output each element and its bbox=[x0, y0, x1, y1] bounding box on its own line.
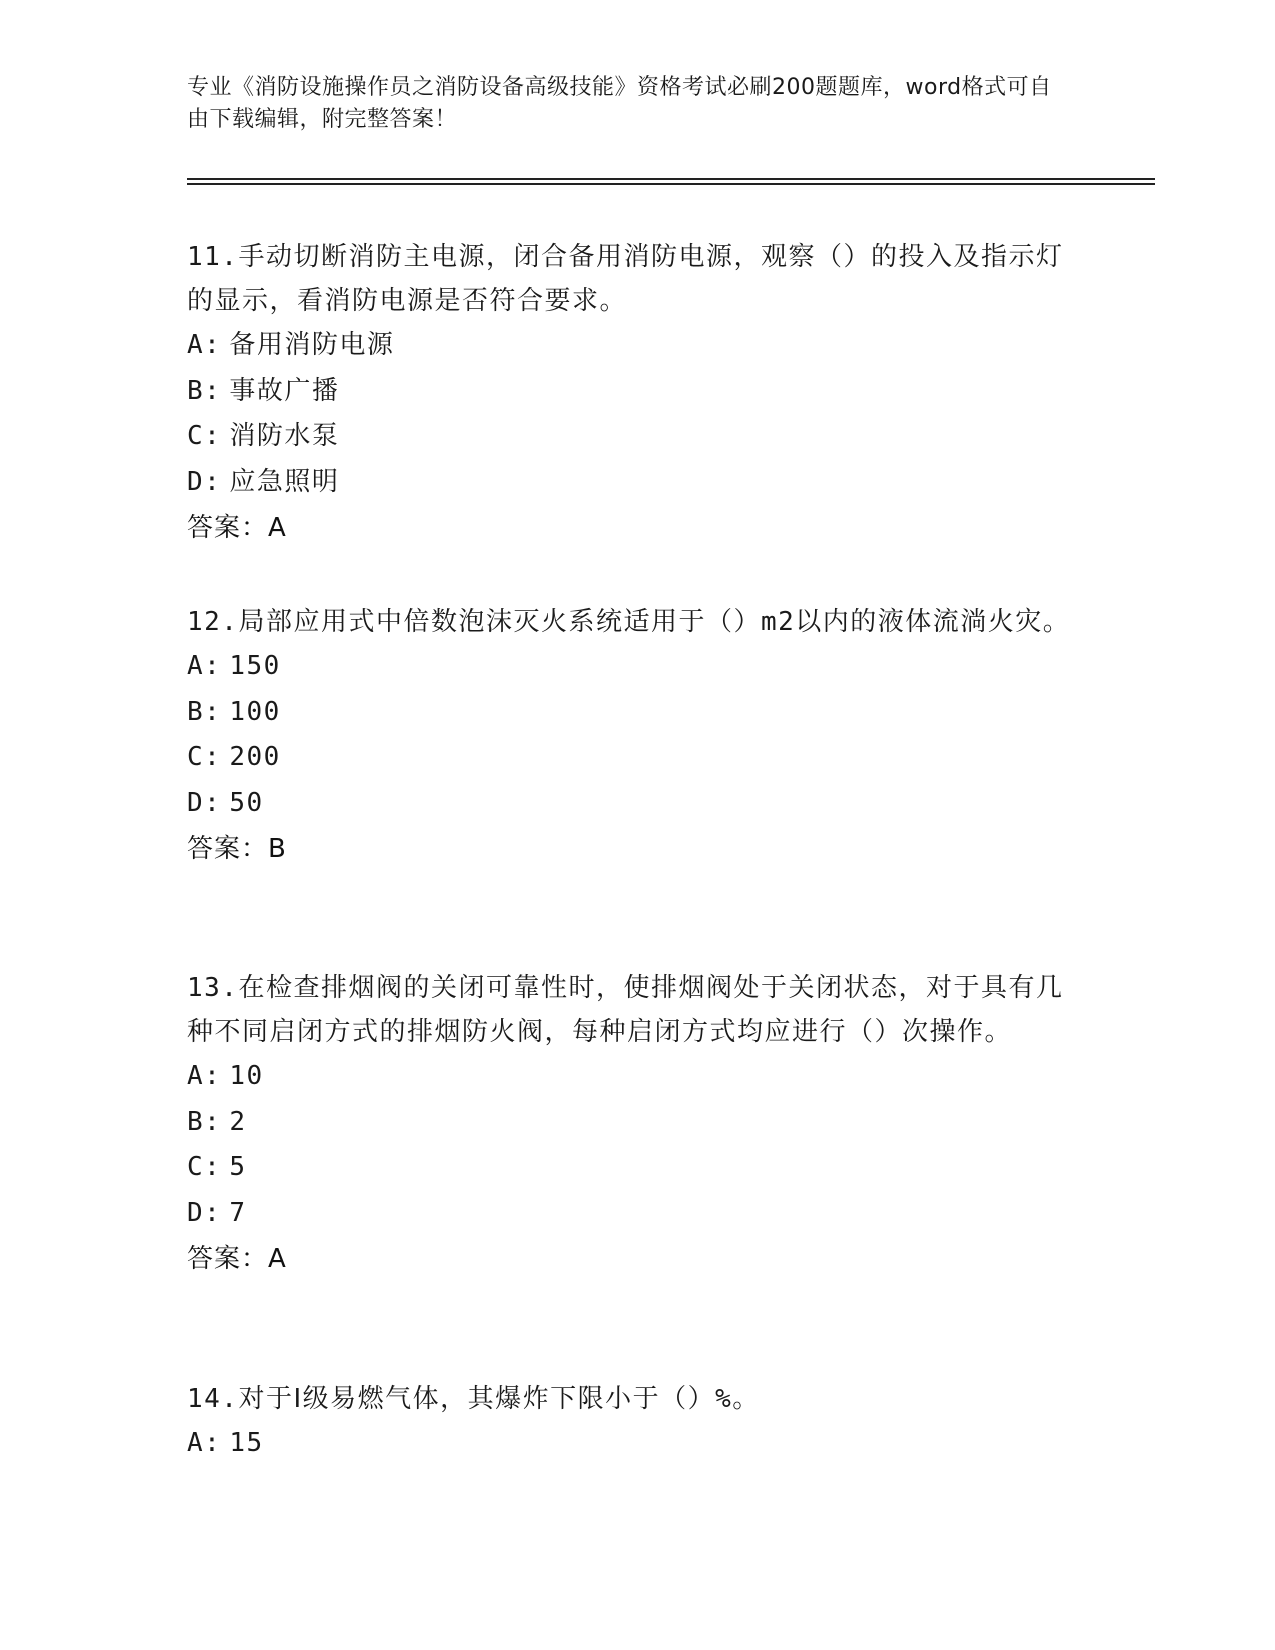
option-text: 15 bbox=[229, 1428, 264, 1458]
option-a: A: 备用消防电源 bbox=[187, 323, 1087, 369]
option-text: 200 bbox=[229, 742, 281, 772]
document-header: 专业《消防设施操作员之消防设备高级技能》资格考试必刷200题题库，word格式可自由下载编辑，附完整答案！ bbox=[187, 75, 1052, 132]
option-a: A: 15 bbox=[187, 1421, 1087, 1467]
option-text: 100 bbox=[229, 696, 281, 727]
header-rule-bottom bbox=[187, 183, 1155, 185]
option-text: 事故广播 bbox=[229, 375, 340, 406]
question-stem: 13.在检查排烟阀的关闭可靠性时，使排烟阀处于关闭状态，对于具有几种不同启闭方式的排烟防火阀，每种启闭方式均应进行（）次操作。 bbox=[187, 973, 1064, 1047]
option-d: D: 50 bbox=[187, 781, 1087, 827]
option-text: 应急照明 bbox=[229, 466, 340, 497]
option-letter: D bbox=[187, 466, 205, 497]
option-letter: C bbox=[187, 1152, 205, 1182]
question-11 bbox=[187, 235, 1087, 551]
option-letter: B bbox=[187, 1106, 205, 1137]
option-text: 备用消防电源 bbox=[229, 330, 395, 360]
option-c: C: 200 bbox=[187, 735, 1087, 781]
answer: 答案：B bbox=[187, 834, 287, 864]
question-stem: 12.局部应用式中倍数泡沫灭火系统适用于（）m2以内的液体流淌火灾。 bbox=[187, 607, 1071, 637]
option-d: D: 7 bbox=[187, 1191, 1087, 1237]
option-text: 50 bbox=[229, 787, 264, 818]
question-stem: 11.手动切断消防主电源，闭合备用消防电源，观察（）的投入及指示灯的显示，看消防电源是否符合要求。 bbox=[187, 242, 1064, 316]
option-letter: A bbox=[187, 1061, 205, 1091]
option-letter: A bbox=[187, 1428, 205, 1458]
option-b: B: 事故广播 bbox=[187, 369, 1087, 415]
question-stem: 14.对于Ⅰ级易燃气体，其爆炸下限小于（）%。 bbox=[187, 1384, 760, 1414]
question-14 bbox=[187, 1377, 1087, 1467]
option-letter: B bbox=[187, 696, 205, 727]
option-letter: B bbox=[187, 375, 205, 406]
option-letter: A bbox=[187, 330, 205, 360]
option-text: 2 bbox=[229, 1106, 247, 1137]
option-text: 消防水泵 bbox=[229, 421, 340, 451]
option-text: 10 bbox=[229, 1061, 264, 1091]
option-letter: D bbox=[187, 1197, 205, 1228]
header-rule-top bbox=[187, 178, 1155, 180]
option-a: A: 150 bbox=[187, 644, 1087, 690]
option-text: 150 bbox=[229, 651, 281, 681]
option-letter: A bbox=[187, 651, 205, 681]
option-d: D: 应急照明 bbox=[187, 460, 1087, 506]
answer: 答案：A bbox=[187, 1244, 287, 1274]
question-12 bbox=[187, 600, 1087, 872]
option-b: B: 2 bbox=[187, 1100, 1087, 1146]
option-c: C: 消防水泵 bbox=[187, 414, 1087, 460]
option-c: C: 5 bbox=[187, 1145, 1087, 1191]
option-letter: C bbox=[187, 421, 205, 451]
option-text: 7 bbox=[229, 1197, 247, 1228]
option-letter: C bbox=[187, 742, 205, 772]
option-letter: D bbox=[187, 787, 205, 818]
option-text: 5 bbox=[229, 1152, 247, 1182]
answer: 答案：A bbox=[187, 513, 287, 543]
option-a: A: 10 bbox=[187, 1054, 1087, 1100]
question-13 bbox=[187, 966, 1087, 1282]
option-b: B: 100 bbox=[187, 690, 1087, 736]
